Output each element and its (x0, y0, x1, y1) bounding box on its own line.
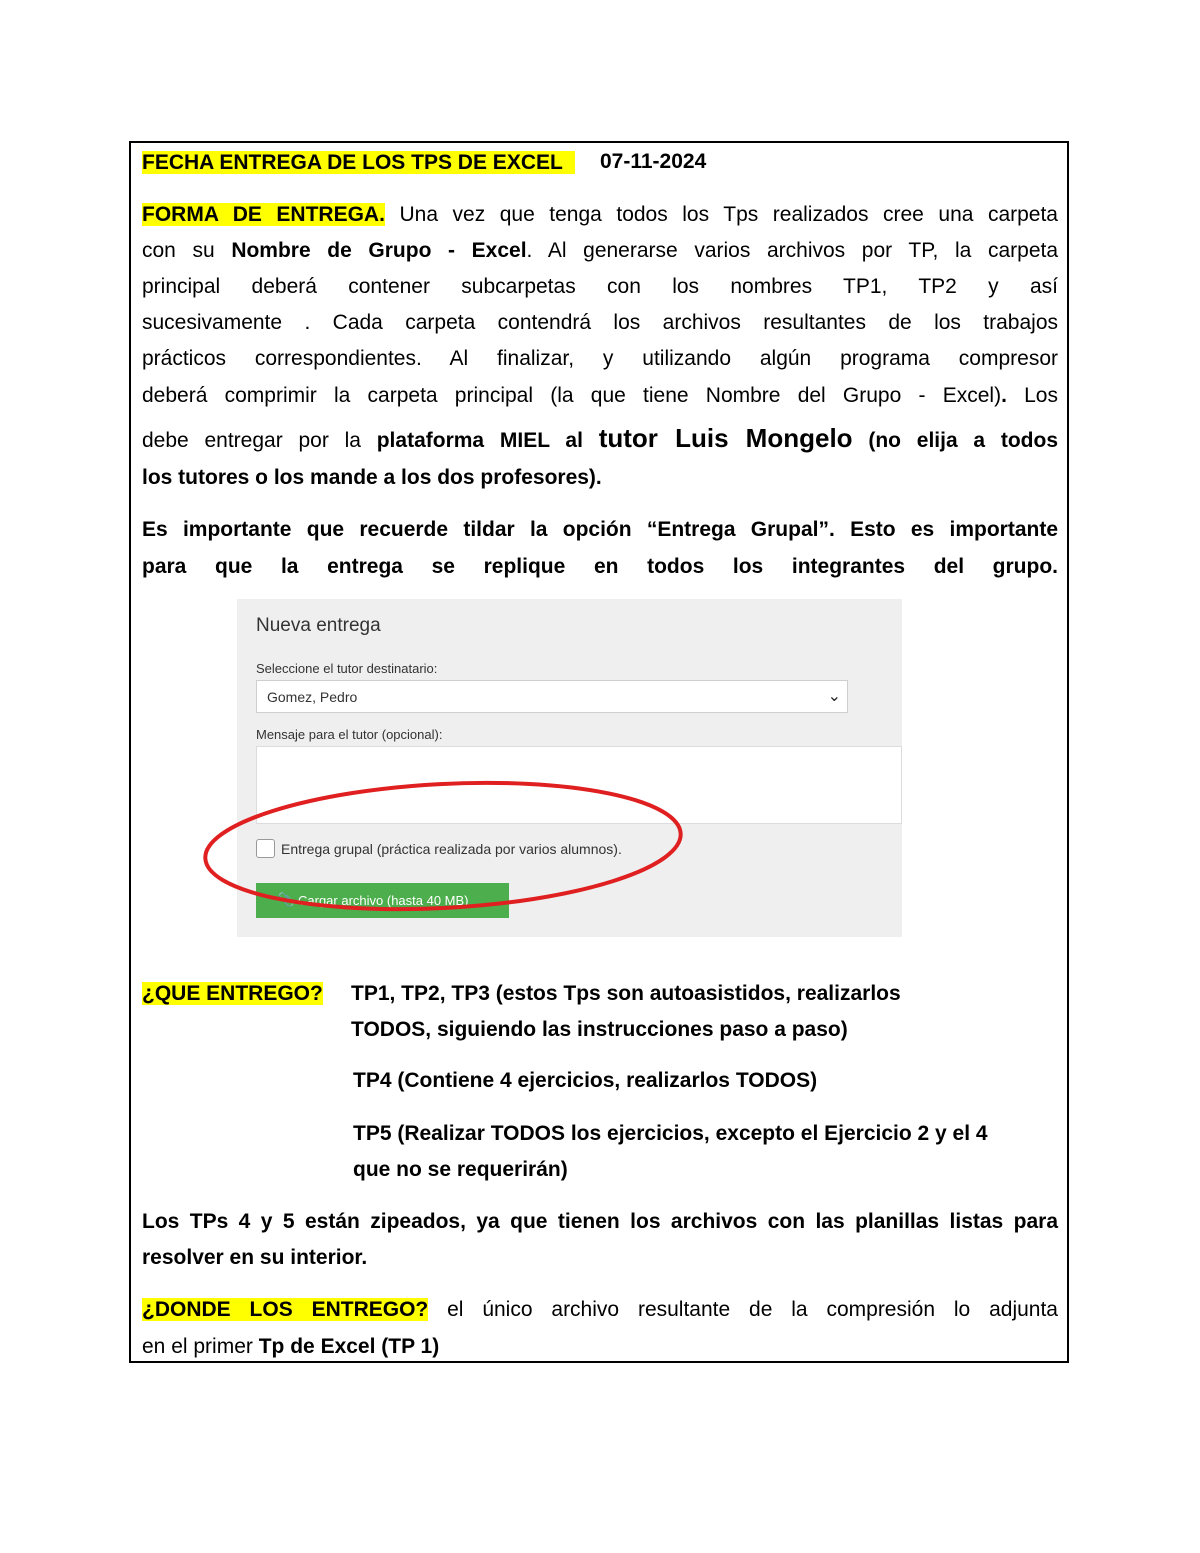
forma-line-2: con su Nombre de Grupo - Excel. Al generarse varios archivos por TP, la carpeta (142, 239, 1059, 262)
paperclip-icon: 📎 (278, 892, 295, 907)
tutor-name: tutor Luis Mongelo (598, 423, 853, 453)
tp5-line-2: que no se requerirán) (353, 1158, 568, 1181)
highlight-oval (200, 776, 695, 921)
forma-line-1: FORMA DE ENTREGA. Una vez que tenga todos los Tps realizados cree una carpeta (142, 203, 1058, 226)
tp5-line-1: TP5 (Realizar TODOS los ejercicios, excepto el Ejercicio 2 y el 4 (353, 1122, 988, 1145)
deadline-title: FECHA ENTREGA DE LOS TPS DE EXCEL (142, 151, 563, 174)
forma-line-6: deberá comprimir la carpeta principal (la que tiene Nombre del Grupo - Excel). Los (142, 384, 1058, 407)
upload-button[interactable]: 📎 Cargar archivo (hasta 40 MB) (256, 883, 509, 918)
chevron-down-icon: ⌄ (827, 688, 841, 705)
tutor-select[interactable]: Gomez, Pedro ⌄ (256, 680, 848, 713)
forma-line-4: sucesivamente . Cada carpeta contendrá los archivos resultantes de los trabajos (142, 311, 1058, 334)
donde-line-2: en el primer Tp de Excel (TP 1) (142, 1335, 440, 1358)
forma-line-8: los tutores o los mande a los dos profesores). (142, 466, 602, 489)
forma-line-3: principal deberá contener subcarpetas con los nombres TP1, TP2 y así (142, 275, 1058, 298)
importante-line-1: Es importante que recuerde tildar la opción “Entrega Grupal”. Esto es importante (142, 518, 1058, 541)
deadline-line (142, 150, 575, 176)
tp123-line-1: TP1, TP2, TP3 (estos Tps son autoasistidos, realizarlos (351, 982, 901, 1005)
forma-line-5: prácticos correspondientes. Al finalizar, y utilizando algún programa compresor (142, 347, 1058, 370)
importante-line-2: para que la entrega se replique en todos los integrantes del grupo. (142, 555, 1058, 578)
que-label: ¿QUE ENTREGO? (142, 982, 323, 1005)
entrega-grupal-label: Entrega grupal (práctica realizada por varios alumnos). (281, 841, 622, 857)
forma-line-7: debe entregar por la plataforma MIEL al tutor Luis Mongelo (no elija a todos (142, 423, 1059, 453)
tutor-label: Seleccione el tutor destinatario: (256, 661, 438, 676)
que-label-line (142, 981, 323, 1007)
donde-label: ¿DONDE LOS ENTREGO? (142, 1298, 429, 1321)
zip-line-2: resolver en su interior. (142, 1246, 368, 1269)
mensaje-label: Mensaje para el tutor (opcional): (256, 727, 443, 742)
tp4-line: TP4 (Contiene 4 ejercicios, realizarlos TODOS) (353, 1069, 818, 1092)
deadline-date: 07-11-2024 (600, 150, 707, 173)
tp123-line-2: TODOS, siguiendo las instrucciones paso a paso) (351, 1018, 848, 1041)
zip-line-1: Los TPs 4 y 5 están zipeados, ya que tienen los archivos con las planillas listas para (142, 1210, 1058, 1233)
donde-line-1: ¿DONDE LOS ENTREGO? el único archivo resultante de la compresión lo adjunta (142, 1298, 1058, 1321)
forma-label: FORMA DE ENTREGA. (142, 203, 385, 226)
screenshot-title: Nueva entrega (256, 615, 381, 636)
